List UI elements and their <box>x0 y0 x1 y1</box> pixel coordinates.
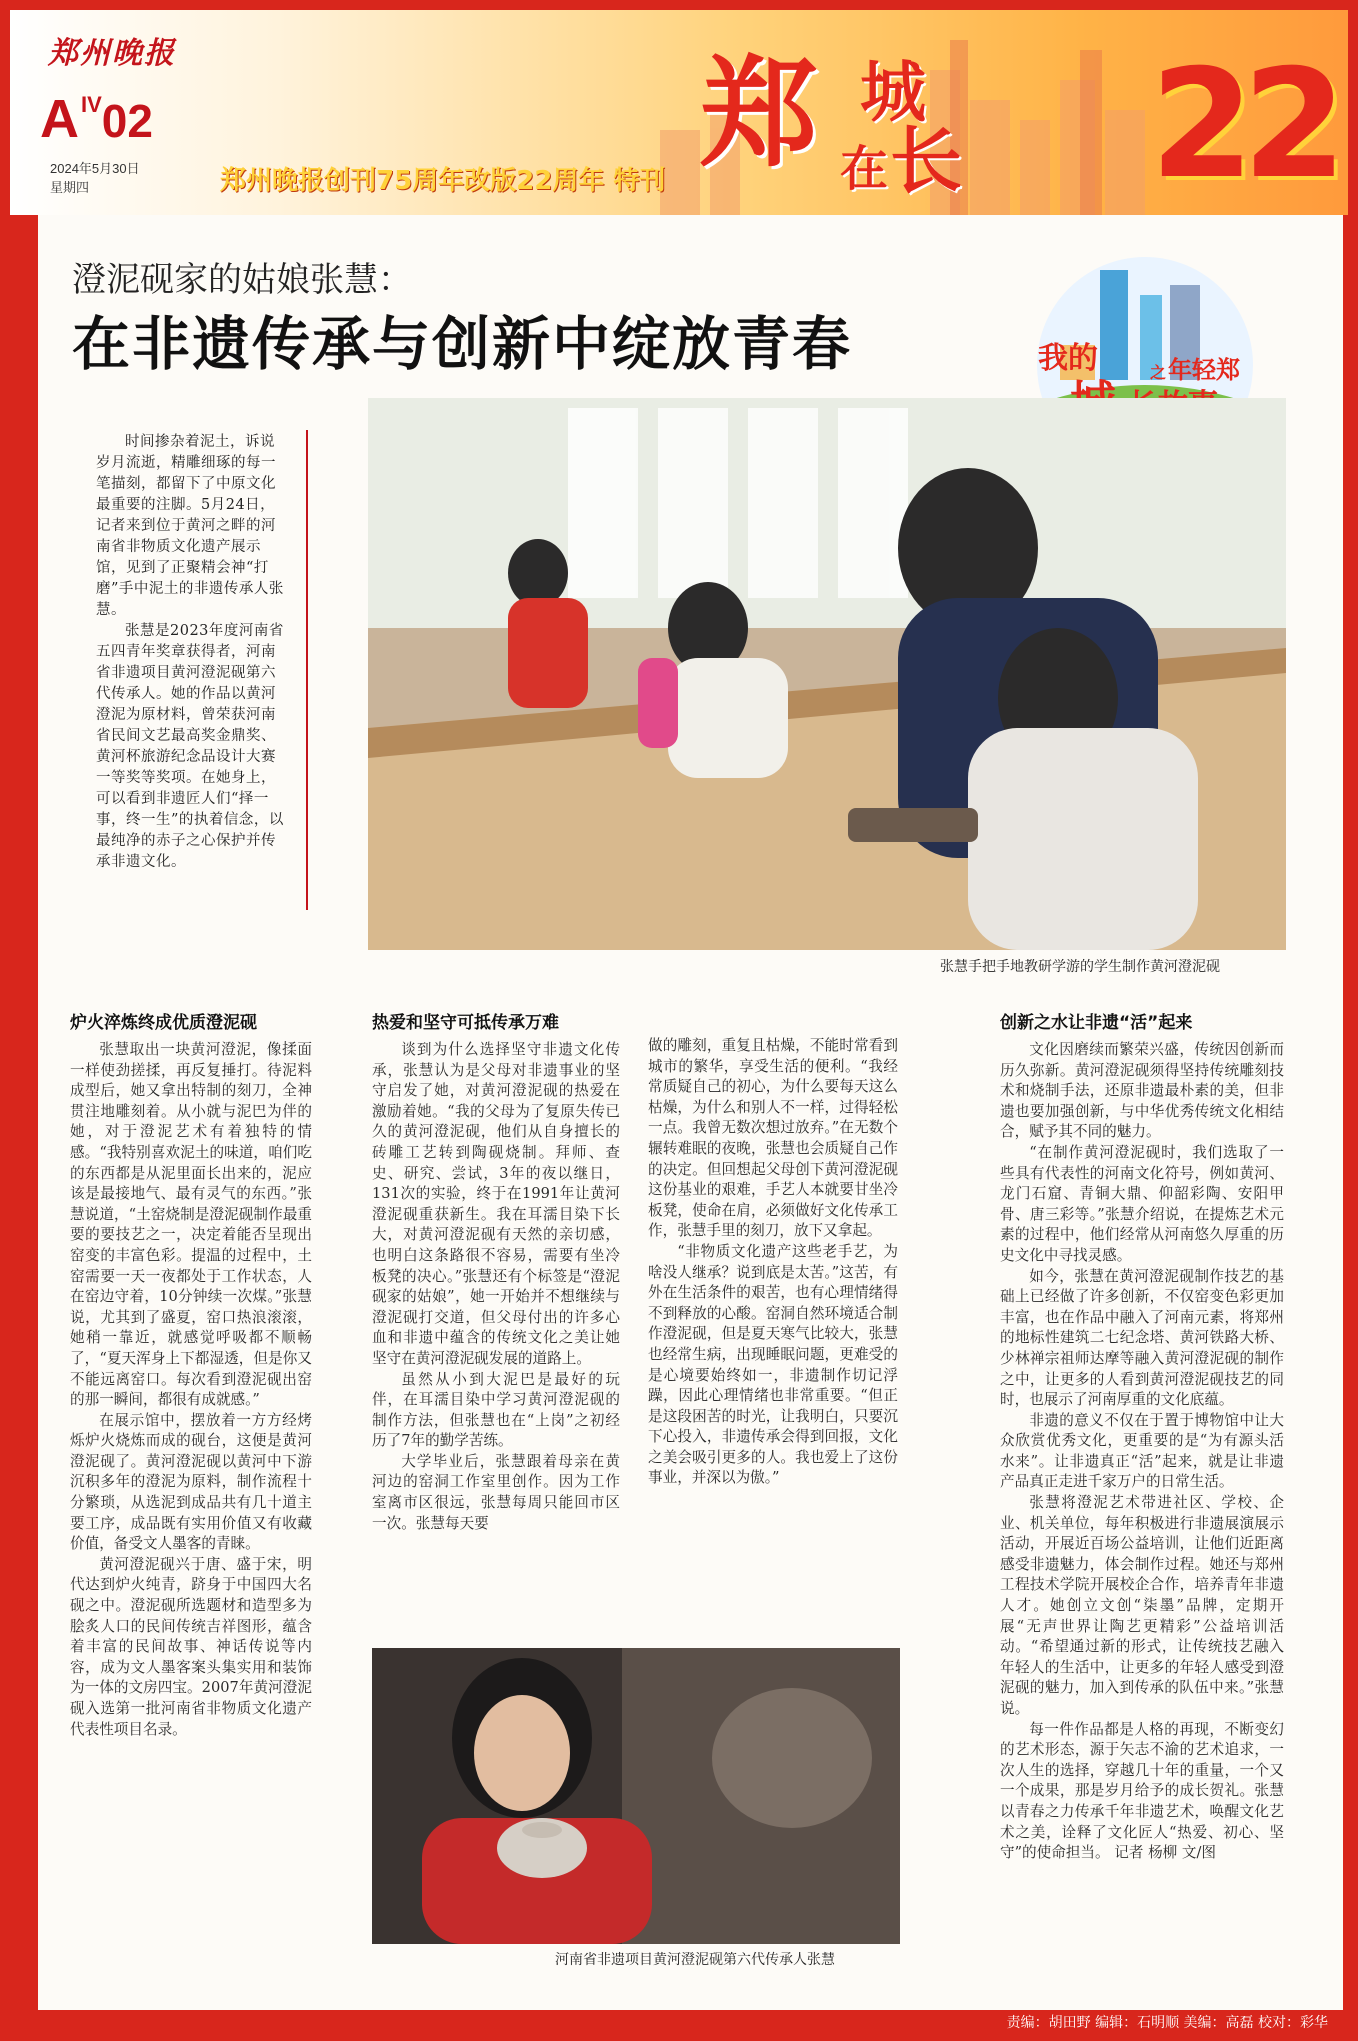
portrait-photo-caption: 河南省非遗项目黄河澄泥砚第六代传承人张慧 <box>555 1952 835 1968</box>
article-kicker: 澄泥砚家的姑娘张慧： <box>72 260 412 300</box>
editor-credits: 责编：胡田野 编辑：石明顺 美编：高磊 校对：彩华 <box>1006 2015 1328 2031</box>
article-lead <box>96 432 286 873</box>
body-paragraph: 张慧取出一块黄河澄泥，像揉面一样使劲搓揉，再反复捶打。待泥料成型后，她又拿出特制的刻刀，全神贯注地雕刻着。从小就与泥巴为伴的她，对于澄泥艺术有着独特的情感。“我特别喜欢泥土的味道，咱们吃的东西都是从泥里面长出来的，泥应该是最接地气、最有灵气的东西。”张慧说道，“土窑烧制是澄泥砚制作最重要的要技艺之一，决定着能否呈现出窑变的丰富色彩。提温的过程中，土窑需要一天一夜都处于工作状态，人在窑边守着，10分钟续一次煤。”张慧说，尤其到了盛夏，窑口热浪滚滚，她稍一靠近，就感觉呼吸都不顺畅了，“夏天浑身上下都湿透，但是你又不能远离窑口。每次看到澄泥砚出窑的那一瞬间，都很有成就感。” <box>70 1041 312 1409</box>
article-column-1 <box>70 1040 312 1740</box>
article-headline: 在非遗传承与创新中绽放青春 <box>72 310 853 378</box>
body-paragraph: 做的雕刻，重复且枯燥，不能时常看到城市的繁华，享受生活的便利。“我经常质疑自己的初心，为什么要每天这么枯燥，为什么和别人不一样，过得轻松一点。我曾无数次想过放弃。”在无数个辗转难眠的夜晚，张慧也会质疑自己作的决定。但回想起父母创下黄河澄泥砚这份基业的艰难，手艺人本就要甘坐冷板凳，使命在肩，必须做好文化传承工作，张慧手里的刻刀，放下又拿起。 <box>648 1037 898 1240</box>
article-column-2 <box>372 1040 620 1534</box>
section-logo-zai: 在 <box>840 141 889 197</box>
section-heading-innovation: 创新之水让非遗“活”起来 <box>1000 1013 1193 1033</box>
badge-text-zhi: 之 <box>1150 363 1167 382</box>
body-paragraph: 谈到为什么选择坚守非遗文化传承，张慧认为是父母对非遗事业的坚守启发了她，对黄河澄泥砚的热爱在激励着她。“我的父母为了复原失传已久的黄河澄泥砚，他们从自身擅长的砖雕工艺转到陶砚烧制。拜师、查史、研究、尝试，3年的夜以继日，131次的实验，终于在1991年让黄河澄泥砚重获新生。我在耳濡目染下长大，对黄河澄泥砚有天然的亲切感，也明白这条路很不容易，需要有坐冷板凳的决心。”张慧还有个标签是“澄泥砚家的姑娘”，她一开始并不想继续与澄泥砚打交道，但父母付出的许多心血和非遗中蕴含的传统文化之美让她坚守在黄河澄泥砚发展的道路上。 <box>372 1041 620 1367</box>
section-heading-persistence: 热爱和坚守可抵传承万难 <box>372 1013 559 1033</box>
badge-text-young-zheng: 年轻郑 <box>1168 356 1240 384</box>
body-paragraph: 如今，张慧在黄河澄泥砚制作技艺的基础上已经做了许多创新，不仅窑变色彩更加丰富，也在作品中融入了河南元素，将郑州的地标性建筑二七纪念塔、黄河铁路大桥、少林禅宗祖师达摩等融入黄河澄泥砚的制作之中，让更多的人看到黄河澄泥砚技艺的同时，也展示了河南厚重的文化底蕴。 <box>1000 1267 1284 1409</box>
section-logo-zhang: 长 <box>890 119 963 203</box>
newspaper-logo: 郑州晚报 <box>48 36 176 71</box>
section-logo-cheng: 城 <box>860 54 926 131</box>
special-edition-banner: 郑州晚报创刊75周年改版22周年 特刊 <box>220 166 666 196</box>
anniversary-number-logo: 22 <box>1150 38 1335 212</box>
body-paragraph: 大学毕业后，张慧跟着母亲在黄河边的窑洞工作室里创作。因为工作室离市区很远，张慧每周只能回市区一次。张慧每天要 <box>372 1452 620 1532</box>
body-paragraph: “非物质文化遗产这些老手艺，为啥没人继承？说到底是太苦。”这苦，有外在生活条件的艰苦，也有心理情绪得不到释放的心酸。窑洞自然环境适合制作澄泥砚，但是夏天寒气比较大，张慧也经常生病，出现睡眠问题，更难受的是心境要始终如一，非遗制作切记浮躁，因此心理情绪也非常重要。“但正是这段困苦的时光，让我明白，只要沉下心投入，非遗传承会得到回报，文化之美会吸引更多的人。我也爱上了这份事业，并深以为傲。” <box>648 1242 898 1487</box>
section-heading-furnace: 炉火淬炼终成优质澄泥砚 <box>70 1013 257 1033</box>
badge-tower-icon <box>1100 270 1128 380</box>
issue-date: 2024年5月30日 <box>50 161 140 176</box>
article-column-3 <box>648 1036 898 1489</box>
article-column-4 <box>1000 1040 1284 1864</box>
body-paragraph: 张慧将澄泥艺术带进社区、学校、企业、机关单位，每年积极进行非遗展演展示活动，开展近百场公益培训，让他们近距离感受非遗魅力，体会制作过程。她还与郑州工程技术学院开展校企合作，培养青年非遗人才。她创立文创“柒墨”品牌，定期开展“无声世界让陶艺更精彩”公益培训活动。“希望通过新的形式，让传统技艺融入年轻人的生活中，让更多的年轻人感受到澄泥砚的魅力，加入到传承的队伍中来。”张慧说。 <box>1000 1494 1284 1717</box>
issue-weekday: 星期四 <box>50 180 90 195</box>
page-number <box>40 89 153 149</box>
body-paragraph: 文化因磨续而繁荣兴盛，传统因创新而历久弥新。黄河澄泥砚须得坚持传统雕刻技术和烧制手法，还原非遗最朴素的美，但非遗也要加强创新，与中华优秀传统文化相结合，赋予其不同的魅力。 <box>1000 1041 1284 1141</box>
body-paragraph: “在制作黄河澄泥砚时，我们选取了一些具有代表性的河南文化符号，例如黄河、龙门石窟、青铜大鼎、仰韶彩陶、安阳甲骨、唐三彩等。”张慧介绍说，在提炼艺术元素的过程中，他们经常从河南悠久厚重的历史文化中寻找灵感。 <box>1000 1143 1284 1264</box>
main-photo-teaching-students <box>368 398 1286 950</box>
main-photo-caption: 张慧手把手地教研学游的学生制作黄河澄泥砚 <box>940 959 1220 975</box>
lead-paragraph: 张慧是2023年度河南省五四青年奖章获得者，河南省非遗项目黄河澄泥砚第六代传承人。她的作品以黄河澄泥为原材料，曾荣获河南省民间文艺最高奖金鼎奖、黄河杯旅游纪念品设计大赛一等奖等奖项。在她身上，可以看到非遗匠人们“择一事，终一生”的执着信念，以最纯净的赤子之心保护并传承非遗文化。 <box>96 623 284 870</box>
badge-text-wode: 我的 <box>1038 341 1098 376</box>
body-paragraph: 黄河澄泥砚兴于唐、盛于宋，明代达到炉火纯青，跻身于中国四大名砚之中。澄泥砚所选题材和造型多为脍炙人口的民间传统吉祥图形，蕴含着丰富的民间故事、神话传说等内容，成为文人墨客案头集实用和装饰为一体的文房四宝。2007年黄河澄泥砚入选第一批河南省非物质文化遗产代表性项目名录。 <box>70 1555 312 1738</box>
page-header <box>10 10 1348 215</box>
body-paragraph: 每一件作品都是人格的再现，不断变幻的艺术形态，源于矢志不渝的艺术追求，一次人生的选择，穿越几十年的重量，一个又一个成果，那是岁月给予的成长贺礼。张慧以青春之力传承千年非遗艺术，唤醒文化艺术之美，诠释了文化匠人“热爱、初心、坚守”的使命担当。 记者 杨柳 文/图 <box>1000 1720 1284 1862</box>
body-paragraph: 在展示馆中，摆放着一方方经烤烁炉火烧炼而成的砚台，这便是黄河澄泥砚了。黄河澄泥砚以黄河中下游沉积多年的澄泥为原料，制作流程十分繁琐，从选泥到成品共有几十道主要工序，成品既有实用价值又有收藏价值，备受文人墨客的青睐。 <box>70 1411 312 1553</box>
page-section-letter: A <box>40 89 79 149</box>
lead-paragraph: 时间掺杂着泥土，诉说岁月流逝，精雕细琢的每一笔描刻，都留下了中原文化最重要的注脚。5月24日，记者来到位于黄河之畔的河南省非物质文化遗产展示馆，见到了正聚精会神“打磨”手中泥土的非遗传承人张慧。 <box>96 434 284 618</box>
page-number-digits: 02 <box>101 95 153 147</box>
body-paragraph: 虽然从小到大泥巴是最好的玩伴，在耳濡目染中学习黄河澄泥砚的制作方法，但张慧也在“上岗”之初经历了7年的勤学苦练。 <box>372 1370 620 1450</box>
section-logo-zheng: 郑 <box>700 45 819 183</box>
body-paragraph: 非遗的意义不仅在于置于博物馆中让大众欣赏优秀文化，更重要的是“为有源头活水来”。让非遗真正“活”起来，就是让非遗产品真正走进千家万户的日常生活。 <box>1000 1411 1284 1491</box>
lead-divider <box>306 430 308 910</box>
page-section-roman: IV <box>81 92 102 117</box>
portrait-photo-zhang-hui <box>372 1648 900 1944</box>
